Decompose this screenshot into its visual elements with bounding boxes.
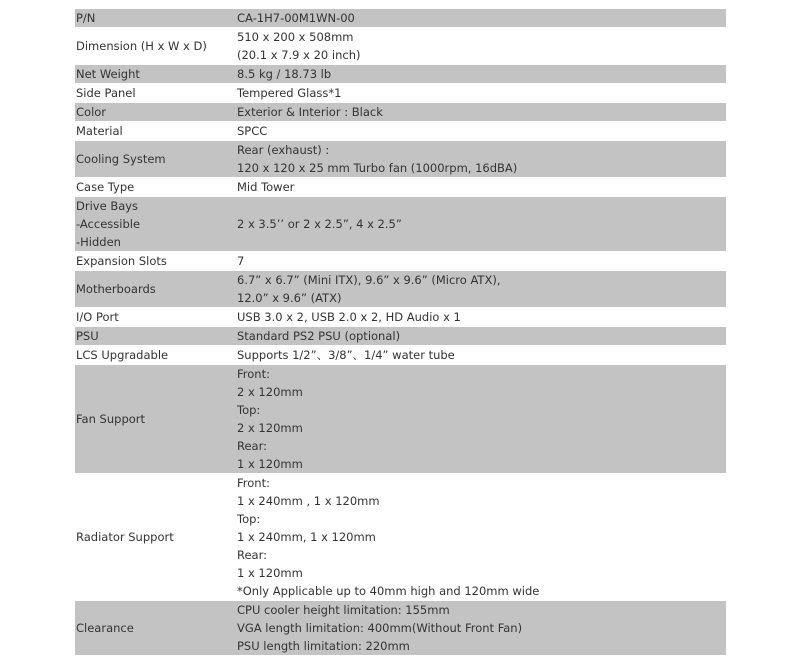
spec-value xyxy=(236,308,726,327)
spec-label: Radiator Support xyxy=(75,474,236,601)
spec-value-line: 2 x 3.5’’ or 2 x 2.5”, 4 x 2.5” xyxy=(237,217,402,231)
spec-value-line: 120 x 120 x 25 mm Turbo fan (1000rpm, 16dBA) xyxy=(237,161,518,175)
spec-value xyxy=(236,28,726,65)
spec-row xyxy=(75,327,726,346)
spec-value xyxy=(236,103,726,122)
spec-label: PSU xyxy=(75,327,236,346)
spec-label: Side Panel xyxy=(75,84,236,103)
spec-row xyxy=(75,9,726,28)
spec-value-line: 1 x 240mm, 1 x 120mm xyxy=(237,530,376,544)
spec-value-line: 1 x 120mm xyxy=(237,566,303,580)
spec-value-line: Front: xyxy=(237,476,270,490)
spec-label: Material xyxy=(75,122,236,141)
spec-label: P/N xyxy=(75,9,236,28)
spec-value xyxy=(236,327,726,346)
spec-value-line: Mid Tower xyxy=(237,180,295,194)
spec-value xyxy=(236,84,726,103)
spec-value-line: Standard PS2 PSU (optional) xyxy=(237,329,401,343)
spec-value xyxy=(236,271,726,308)
spec-label: Cooling System xyxy=(75,141,236,178)
spec-value xyxy=(236,141,726,178)
spec-label: I/O Port xyxy=(75,308,236,327)
spec-row xyxy=(75,601,726,656)
spec-value xyxy=(236,122,726,141)
spec-row xyxy=(75,103,726,122)
spec-value-line: 12.0” x 9.6” (ATX) xyxy=(237,291,342,305)
spec-value xyxy=(236,9,726,28)
spec-label: Clearance xyxy=(75,601,236,656)
spec-value-line: SPCC xyxy=(237,124,268,138)
spec-row xyxy=(75,65,726,84)
spec-row xyxy=(75,84,726,103)
spec-row xyxy=(75,28,726,65)
spec-value-line: Tempered Glass*1 xyxy=(237,86,342,100)
spec-value-line: USB 3.0 x 2, USB 2.0 x 2, HD Audio x 1 xyxy=(237,310,461,324)
spec-label: Fan Support xyxy=(75,365,236,474)
spec-value-line: Supports 1/2”、3/8”、1/4” water tube xyxy=(237,348,455,362)
spec-label: Dimension (H x W x D) xyxy=(75,28,236,65)
spec-value-line: PSU length limitation: 220mm xyxy=(237,639,410,653)
spec-value-line: Rear: xyxy=(237,548,267,562)
spec-value-line: VGA length limitation: 400mm(Without Front Fan) xyxy=(237,621,523,635)
spec-value xyxy=(236,197,726,252)
spec-label: Motherboards xyxy=(75,271,236,308)
spec-value-line: CPU cooler height limitation: 155mm xyxy=(237,603,450,617)
spec-label: Net Weight xyxy=(75,65,236,84)
spec-value-line: Front: xyxy=(237,367,270,381)
spec-value xyxy=(236,365,726,474)
spec-row xyxy=(75,252,726,271)
spec-value-line: 1 x 240mm , 1 x 120mm xyxy=(237,494,380,508)
spec-value-line: 6.7” x 6.7” (Mini ITX), 9.6” x 9.6” (Micro ATX), xyxy=(237,273,501,287)
spec-table-body xyxy=(75,9,726,656)
spec-value-line: 2 x 120mm xyxy=(237,385,303,399)
spec-value xyxy=(236,65,726,84)
spec-label-line: -Hidden xyxy=(76,235,121,249)
spec-row xyxy=(75,141,726,178)
spec-row xyxy=(75,271,726,308)
spec-label: Case Type xyxy=(75,178,236,197)
spec-label-line: Drive Bays xyxy=(76,199,139,213)
spec-label xyxy=(75,197,236,252)
spec-value xyxy=(236,474,726,601)
spec-value-line: 1 x 120mm xyxy=(237,457,303,471)
spec-value-line: 510 x 200 x 508mm xyxy=(237,30,354,44)
spec-table xyxy=(75,9,726,656)
spec-value-line: Top: xyxy=(237,512,261,526)
spec-row xyxy=(75,197,726,252)
spec-value-line: *Only Applicable up to 40mm high and 120mm wide xyxy=(237,584,540,598)
spec-label: Color xyxy=(75,103,236,122)
spec-row xyxy=(75,365,726,474)
spec-label: LCS Upgradable xyxy=(75,346,236,365)
spec-row xyxy=(75,308,726,327)
spec-value xyxy=(236,601,726,656)
spec-value xyxy=(236,252,726,271)
spec-value-line: Rear (exhaust) : xyxy=(237,143,330,157)
spec-row xyxy=(75,178,726,197)
spec-value-line: Exterior & Interior : Black xyxy=(237,105,383,119)
spec-value-line: (20.1 x 7.9 x 20 inch) xyxy=(237,48,361,62)
spec-value-line: 2 x 120mm xyxy=(237,421,303,435)
spec-row xyxy=(75,122,726,141)
spec-label: Expansion Slots xyxy=(75,252,236,271)
spec-value xyxy=(236,346,726,365)
spec-value xyxy=(236,178,726,197)
spec-value-line: Rear: xyxy=(237,439,267,453)
spec-value-line: Top: xyxy=(237,403,261,417)
spec-label-line: -Accessible xyxy=(76,217,141,231)
spec-value-line: 8.5 kg / 18.73 lb xyxy=(237,67,332,81)
spec-row xyxy=(75,346,726,365)
spec-row xyxy=(75,474,726,601)
spec-value-line: 7 xyxy=(237,254,245,268)
spec-value-line: CA-1H7-00M1WN-00 xyxy=(237,11,355,25)
